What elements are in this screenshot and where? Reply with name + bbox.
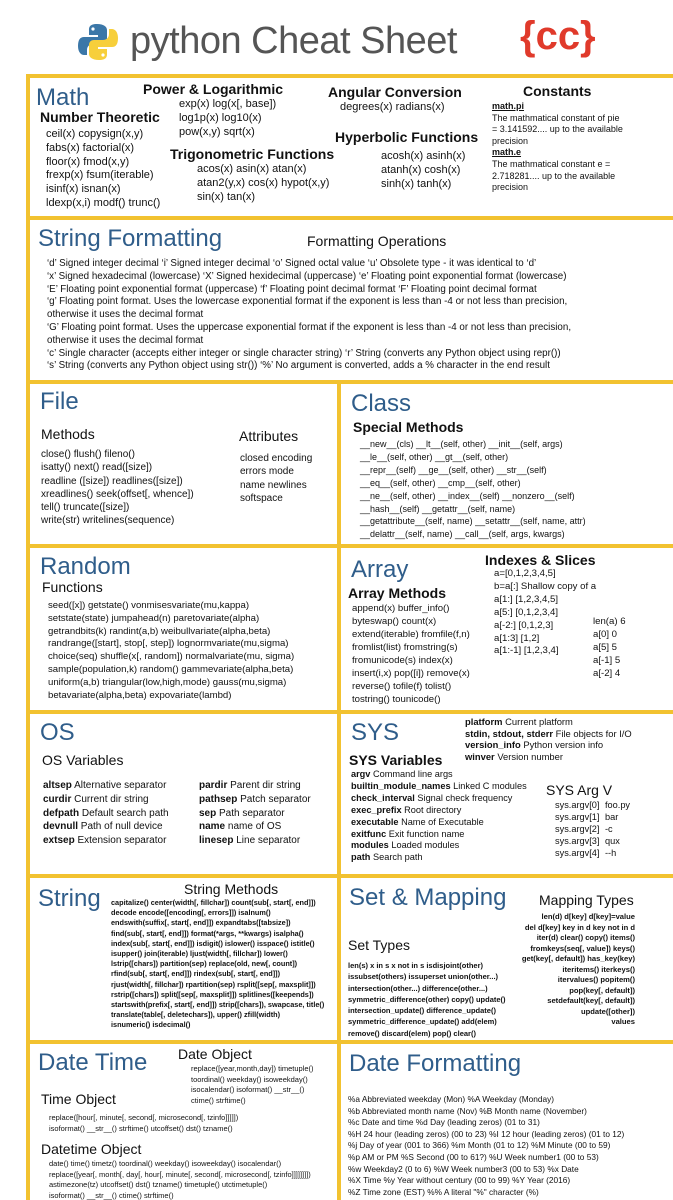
sys-top: platform Current platform stdin, stdout, stderr File objects for I/O version_info Python version info winver Version number: [465, 716, 632, 763]
subsection-title: String Methods: [184, 881, 279, 897]
section-title-date-formatting: Date Formatting: [349, 1050, 522, 1077]
section-title-string: String: [38, 885, 101, 912]
subsection-title: Trigonometric Functions: [170, 146, 335, 162]
divider: [30, 216, 673, 220]
section-title-sys: SYS: [351, 719, 400, 746]
section-title-date-time: Date Time: [38, 1049, 148, 1076]
date-format-list: %a Abbreviated weekday (Mon) %A Weekday (Monday) %b Abbreviated month name (Nov) %B Month name (November) %c Date and time %d Day (leading zeros) (01 to 31) %H 24 hour (leading zeros) (00 to 23) %I 12 hour (leading zeros) (01 to 12) %j Day of year (001 to 366) %m Month (01 to 12) %M Minute (00 to 59) %p AM or PM %S Second (00 to 61?) %U Week number1 (00 to 53) %w Weekday2 (0 to 6) %W Week number3 (00 to 53) %x Date %X Time %y Year without century (00 to 99) %Y Year (2016) %Z Time zone (EST) %% A literal "%" character (%): [348, 1094, 625, 1197]
file-methods: close() flush() fileno() isatty() next() read([size]) readline ([size]) readlines([size]) xreadlines() seek(offset[, whence]) tell() truncate([size]) write(str) writelines(sequence): [41, 449, 194, 527]
time-object: replace([hour[, minute[, second[, microsecond[, tzinfo]]]]]) isoformat() __str__() strftime() utcoffset() dst() tzname(): [49, 1113, 239, 1133]
subsection-title: Number Theoretic: [40, 109, 160, 125]
divider: [26, 74, 30, 1200]
mapping-types: len(d) d[key] d[key]=value del d[key] key in d key not in d iter(d) clear() copy() items() fromkeys(seq[, value]) keys() get(key[, default]) has_key(key) iteritems() iterkeys() itervalues() popitem() pop(key[, default]) setdefault(key[, default]) update([other]) values: [521, 912, 635, 1026]
sys-variables: argv Command line args builtin_module_names Linked C modules check_interval Signal check frequency exec_prefix Root directory executable Name of Executable exitfunc Exit function name modules Loaded modules path Search path: [351, 769, 527, 863]
subsection-title: Array Methods: [348, 585, 447, 601]
set-types: len(s) x in s x not in s isdisjoint(other) issubset(others) issuperset union(other...) intersection(other...) difference(other...) symmetric_difference(other) copy() update() intersection_update() difference_update() symmetric_difference_update() add(elem) remove() discard(elem) pop() clear(): [348, 961, 506, 1038]
os-variables-left: altsep Alternative separator curdir Current dir string defpath Default search path devnull Path of null device extsep Extension separator: [43, 780, 169, 847]
divider: [30, 874, 673, 878]
section-title-random: Random: [40, 553, 131, 580]
sys-argv: sys.argv[0] foo.py sys.argv[1] bar sys.argv[2] -c sys.argv[3] qux sys.argv[4] --h: [555, 800, 631, 858]
divider: [30, 380, 673, 384]
array-indexes: a=[0,1,2,3,4,5] b=a[:] Shallow copy of a a[1:] [1,2,3,4,5] a[5:] [0,1,2,3,4] a[-2:] [0,1,2,3] a[1:3] [1,2] a[1:-1] [1,2,3,4]: [494, 568, 597, 657]
subsection-title: Angular Conversion: [328, 84, 462, 100]
subsection-title: SYS Arg V: [546, 782, 613, 798]
subsection-title: Datetime Object: [41, 1141, 142, 1157]
string-methods: capitalize() center(width[, fillchar]) count(sub[, start[, end]]) decode encode([encoding[, errors]]) isalnum() endswith(suffix[, start[, end]]) expandtabs([tabsize]) find(sub[, start[, end]]) format(*args, **kwargs) isalpha() index(sub[, start[, end]]) isdigit() islower() isspace() istitle() isupper() join(iterable) ljust(width[, fillchar]) lower() lstrip([chars]) partition(sep) replace(old, new[, count]) rfind(sub[, start[, end]]) rindex(sub[, start[, end]]) rjust(width[, fillchar]) rpartition(sep) rsplit([sep[, maxsplit]]) rstrip([chars]) split([sep[, maxsplit]]) splitlines([keepends]) startswith(prefix[, start[, end]]) strip([chars]), swapcase, title() translate(table[, deletechars]), upper() zfill(width) isnumeric() isdecimal(): [111, 898, 325, 1030]
subsection-title: Set Types: [348, 937, 411, 953]
subsection-title: SYS Variables: [349, 752, 443, 768]
subsection-title: Hyperbolic Functions: [335, 129, 479, 145]
math-angular: degrees(x) radians(x): [340, 101, 445, 113]
divider: [30, 544, 673, 548]
subsection-title: Mapping Types: [539, 892, 634, 908]
subsection-title: OS Variables: [42, 752, 124, 768]
random-functions: seed([x]) getstate() vonmisesvariate(mu,kappa) setstate(state) jumpahead(n) paretovariate(alpha) getrandbits(k) randint(a,b) weibullvariate(alpha,beta) randrange([start], stop[, step]) lognormvariate(mu,sigma) choice(seq) shuffle(x[, random]) normalvariate(mu, sigma) sample(population,k) random() gammevariate(alpha,beta) uniform(a,b) triangular(low,high,mode) gauss(mu,sigma) betavariate(alpha,beta) expovariate(lambd): [48, 600, 295, 701]
subsection-title: Constants: [523, 83, 592, 99]
subsection-title: Indexes & Slices: [485, 552, 596, 568]
file-attributes: closed encoding errors mode name newlines softspace: [240, 453, 313, 504]
math-power: exp(x) log(x[, base]) log1p(x) log10(x) pow(x,y) sqrt(x): [179, 98, 277, 138]
datetime-object: date() time() timetz() toordinal() weekday() isoweekday() isocalendar() replace([year[, month[, day[, hour[, minute[, second[, microsecond[, tzinfo]]]]]]]]) astimezone(tz) utcoffset() dst() tzname() timetuple() utctimetuple() isoformat() __str__() ctime() strftime(): [49, 1159, 311, 1200]
divider: [30, 1040, 673, 1044]
class-methods: __new__(cls) __lt__(self, other) __init__(self, args) __le__(self, other) __gt__(self, other) __repr__(self) __ge__(self, other) __str__(self) __eq__(self, other) __cmp__(self, other) __ne__(self, other) __index__(self) __nonzero__(self) __hash__(self) __getattr__(self, name) __getattribute__(self, name) __setattr__(self, name, attr) __delattr__(self, name) __call__(self, args, kwargs): [360, 439, 586, 540]
math-number-theoretic: ceil(x) copysign(x,y) fabs(x) factorial(x) floor(x) fmod(x,y) frexp(x) fsum(iterable) isinf(x) isnan(x) ldexp(x,i) modf() trunc(): [46, 128, 161, 209]
array-methods: append(x) buffer_info() byteswap() count(x) extend(iterable) fromfile(f,n) fromlist(list) fromstring(s) fromunicode(s) index(x) insert(i,x) pop([i]) remove(x) reverse() tofile(f) tolist() tostring() tounicode(): [352, 603, 470, 705]
date-object: replace([year,month,day]) timetuple() toordinal() weekday() isoweekday() isocalendar() isoformat() __str__() ctime() strftime(): [191, 1064, 314, 1105]
header: [0, 0, 673, 76]
subsection-title: Attributes: [239, 428, 299, 444]
math-constants: math.pi The mathmatical constant of pie = 3.141592.... up to the available precision math.e The mathmatical constant e = 2.718281.... up to the available precision: [492, 101, 623, 193]
section-title-file: File: [40, 388, 79, 415]
subsection-title: Methods: [41, 426, 95, 442]
os-variables-right: pardir Parent dir string pathsep Patch separator sep Path separator name name of OS linesep Line separator: [199, 780, 311, 847]
section-title-class: Class: [351, 390, 412, 417]
subsection-title: Time Object: [41, 1091, 116, 1107]
section-title-math: Math: [36, 84, 90, 111]
string-format-list: ‘d’ Signed integer decimal ‘i’ Signed integer decimal ‘o’ Signed octal value ‘u’ Obsolete type - it was identical to ‘d’ ‘x’ Signed hexadecimal (lowercase) ‘X’ Signed hexidecimal (uppercase) ‘e’ Floating point exponential format (lowercase) ‘E’ Floating point exponential format (uppercase) ‘f’ Floating point decimal format ‘F’ Floating point decimal format ‘g’ Floating point format. Uses the lowercase exponential format if the exponent is less than -4 or not less than precision, otherwise it uses the decimal format ‘G’ Floating point format. Uses the uppercase exponential format if the exponent is less than -4 or not less than precision, otherwise it uses the decimal format ‘c’ Single character (accepts either integer or single character string) ‘r’ String (converts any Python object using repr()) ‘s’ String (converts any Python object using str()) ‘%’ No argument is converted, adds a % character in the end result: [47, 258, 572, 372]
divider: [337, 380, 341, 1200]
subsection-title: Special Methods: [353, 419, 464, 435]
python-logo-icon: [78, 22, 118, 62]
subsection-title: Date Object: [178, 1046, 252, 1062]
math-trig: acos(x) asin(x) atan(x) atan2(y,x) cos(x) hypot(x,y) sin(x) tan(x): [197, 163, 330, 203]
subsection-title: Functions: [42, 579, 103, 595]
section-title-array: Array: [351, 556, 409, 583]
divider: [30, 710, 673, 714]
page-title: python Cheat Sheet: [130, 20, 457, 62]
divider: [30, 74, 673, 78]
array-len: len(a) 6 a[0] 0 a[5] 5 a[-1] 5 a[-2] 4: [593, 616, 626, 679]
subsection-title: Power & Logarithmic: [143, 81, 284, 97]
subsection-title: Formatting Operations: [307, 233, 447, 249]
section-title-string-formatting: String Formatting: [38, 225, 223, 252]
section-title-os: OS: [40, 719, 75, 746]
cc-logo: {cc}: [520, 14, 596, 58]
math-hyperbolic: acosh(x) asinh(x) atanh(x) cosh(x) sinh(x) tanh(x): [381, 150, 466, 190]
section-title-set-mapping: Set & Mapping: [349, 884, 507, 911]
